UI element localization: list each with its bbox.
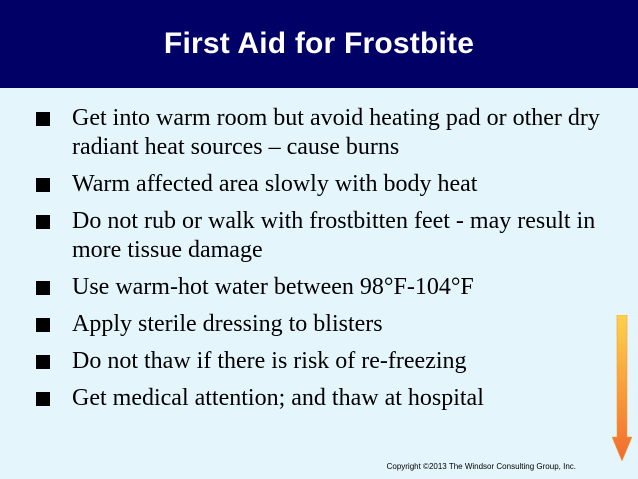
square-bullet-icon — [36, 112, 50, 126]
down-arrow-icon — [612, 315, 632, 461]
bullet-list — [36, 104, 606, 421]
bullet-item — [36, 347, 606, 376]
square-bullet-icon — [36, 281, 50, 295]
bullet-item — [36, 104, 606, 162]
bullet-text: Do not rub or walk with frostbitten feet - may result in more tissue damage — [72, 208, 596, 263]
square-bullet-icon — [36, 215, 50, 229]
bullet-item — [36, 170, 606, 199]
slide-title: First Aid for Frostbite — [163, 27, 475, 60]
bullet-text: Warm affected area slowly with body heat — [72, 171, 478, 197]
bullet-item — [36, 273, 606, 302]
square-bullet-icon — [36, 392, 50, 406]
bullet-item — [36, 207, 606, 265]
bullet-item — [36, 384, 606, 413]
square-bullet-icon — [36, 318, 50, 332]
square-bullet-icon — [36, 178, 50, 192]
bullet-text: Apply sterile dressing to blisters — [72, 311, 383, 337]
bullet-item — [36, 310, 606, 339]
square-bullet-icon — [36, 355, 50, 369]
bullet-text: Get medical attention; and thaw at hospital — [72, 385, 484, 411]
bullet-text: Get into warm room but avoid heating pad or other dry radiant heat sources – cause burns — [72, 105, 600, 160]
copyright-text: Copyright ©2013 The Windsor Consulting Group, Inc. — [386, 462, 576, 471]
bullet-text: Do not thaw if there is risk of re-freezing — [72, 348, 467, 374]
bullet-text: Use warm-hot water between 98°F-104°F — [72, 274, 474, 300]
